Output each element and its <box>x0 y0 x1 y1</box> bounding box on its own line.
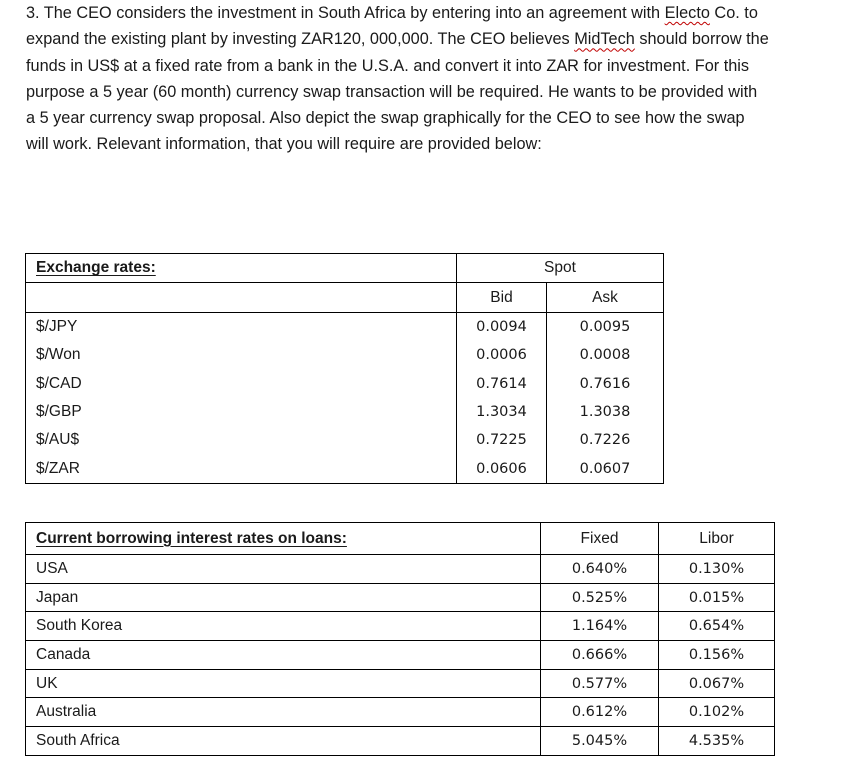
borrowing-header-row <box>26 523 775 555</box>
table-row <box>26 555 775 584</box>
fixed-rate: 0.525% <box>541 583 659 612</box>
bid-value: 0.0094 <box>457 313 547 342</box>
fixed-rate: 0.666% <box>541 641 659 670</box>
ask-value: 0.7616 <box>547 370 664 398</box>
libor-rate: 0.067% <box>659 669 775 698</box>
spell-flag-electo: Electo <box>664 4 710 22</box>
ask-value: 0.0008 <box>547 341 664 369</box>
fixed-rate: 0.577% <box>541 669 659 698</box>
table-row <box>26 669 775 698</box>
question-line-4: purpose a 5 year (60 month) currency swap transaction will be required. He wants to be provided with <box>26 82 758 101</box>
ask-header: Ask <box>547 283 664 313</box>
table-row <box>26 583 775 612</box>
table-row <box>26 341 664 369</box>
country-label: Canada <box>26 641 541 670</box>
libor-header: Libor <box>659 523 775 555</box>
exchange-title: Exchange rates: <box>26 254 457 283</box>
country-label: Australia <box>26 698 541 727</box>
borrowing-title: Current borrowing interest rates on loans: <box>26 523 541 555</box>
fixed-header: Fixed <box>541 523 659 555</box>
exchange-header-row <box>26 254 664 283</box>
spot-header: Spot <box>457 254 664 283</box>
pair-label: $/ZAR <box>26 454 457 483</box>
question-line-5: a 5 year currency swap proposal. Also depict the swap graphically for the CEO to see how the swap <box>26 109 745 128</box>
ask-value: 0.7226 <box>547 426 664 454</box>
pair-label: $/CAD <box>26 370 457 398</box>
table-row <box>26 698 775 727</box>
table-row <box>26 641 775 670</box>
country-label: South Africa <box>26 727 541 756</box>
country-label: South Korea <box>26 612 541 641</box>
libor-rate: 0.156% <box>659 641 775 670</box>
exchange-rates-table <box>25 253 664 484</box>
table-row <box>26 612 775 641</box>
fixed-rate: 0.640% <box>541 555 659 584</box>
table-row <box>26 426 664 454</box>
ask-value: 0.0607 <box>547 454 664 483</box>
question-line-6: will work. Relevant information, that you will require are provided below: <box>26 135 542 154</box>
table-row <box>26 398 664 426</box>
bid-value: 0.7614 <box>457 370 547 398</box>
libor-rate: 0.015% <box>659 583 775 612</box>
country-label: USA <box>26 555 541 584</box>
pair-label: $/AU$ <box>26 426 457 454</box>
fixed-rate: 5.045% <box>541 727 659 756</box>
fixed-rate: 0.612% <box>541 698 659 727</box>
bid-value: 0.0006 <box>457 341 547 369</box>
bid-value: 1.3034 <box>457 398 547 426</box>
libor-rate: 0.654% <box>659 612 775 641</box>
table-row <box>26 727 775 756</box>
bid-header: Bid <box>457 283 547 313</box>
bid-value: 0.0606 <box>457 454 547 483</box>
question-line-2: expand the existing plant by investing ZAR120, 000,000. The CEO believes MidTech should borrow the <box>26 30 769 49</box>
pair-label: $/Won <box>26 341 457 369</box>
borrowing-rates-table <box>25 522 775 756</box>
question-text <box>26 0 856 158</box>
bid-value: 0.7225 <box>457 426 547 454</box>
country-label: UK <box>26 669 541 698</box>
table-row <box>26 313 664 342</box>
question-line-3: funds in US$ at a fixed rate from a bank in the U.S.A. and convert it into ZAR for investment. For this <box>26 56 750 75</box>
table-row <box>26 370 664 398</box>
libor-rate: 0.102% <box>659 698 775 727</box>
table-row <box>26 454 664 483</box>
libor-rate: 4.535% <box>659 727 775 756</box>
ask-value: 0.0095 <box>547 313 664 342</box>
question-line-1: 3. The CEO considers the investment in South Africa by entering into an agreement with Electo Co. to <box>26 4 758 22</box>
country-label: Japan <box>26 583 541 612</box>
exchange-subheader-row <box>26 283 664 313</box>
libor-rate: 0.130% <box>659 555 775 584</box>
spell-flag-midtech: MidTech <box>574 30 635 49</box>
fixed-rate: 1.164% <box>541 612 659 641</box>
pair-label: $/JPY <box>26 313 457 342</box>
pair-label: $/GBP <box>26 398 457 426</box>
ask-value: 1.3038 <box>547 398 664 426</box>
